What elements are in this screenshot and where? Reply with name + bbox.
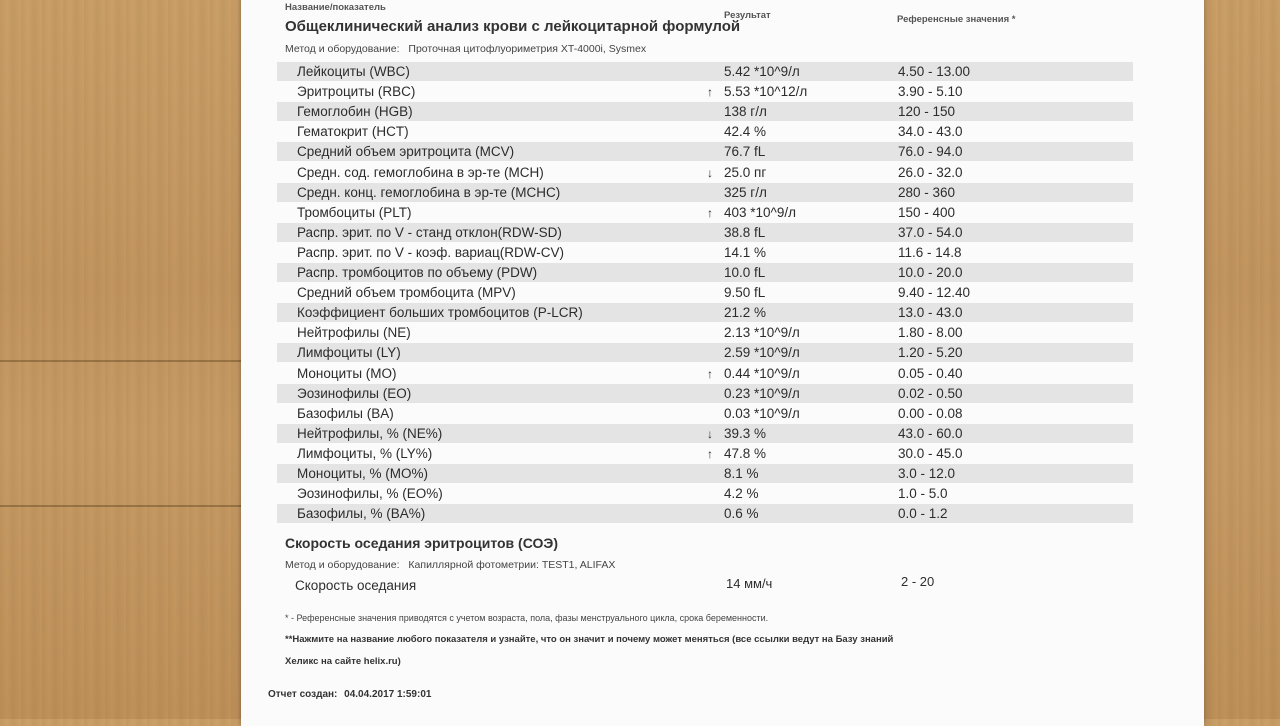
row-name[interactable]: Лимфоциты (LY) bbox=[297, 345, 401, 361]
table-row bbox=[277, 404, 1133, 423]
row-value: 47.8 % bbox=[724, 445, 767, 461]
row-reference: 11.6 - 14.8 bbox=[898, 244, 962, 260]
esr-row-value: 14 мм/ч bbox=[726, 576, 773, 591]
table-row bbox=[277, 183, 1133, 202]
report-created-label: Отчет создан: bbox=[268, 689, 338, 700]
section-title-esr: Скорость оседания эритроцитов (СОЭ) bbox=[285, 535, 558, 551]
row-value: 0.6 % bbox=[724, 506, 759, 522]
table-row bbox=[277, 203, 1133, 222]
table-row bbox=[277, 343, 1133, 362]
lab-report-sheet bbox=[241, 0, 1204, 726]
row-flag-arrow-icon: ↑ bbox=[707, 366, 713, 381]
row-value: 4.2 % bbox=[724, 486, 759, 502]
row-value: 8.1 % bbox=[724, 466, 759, 481]
table-row bbox=[277, 323, 1133, 342]
section-title-blood-test: Общеклинический анализ крови с лейкоцитарной формулой bbox=[285, 18, 741, 35]
report-created-value: 04.04.2017 1:59:01 bbox=[344, 689, 432, 700]
table-row bbox=[277, 62, 1133, 81]
row-name[interactable]: Базофилы (BA) bbox=[297, 405, 394, 421]
table-row bbox=[277, 82, 1133, 101]
row-reference: 4.50 - 13.00 bbox=[898, 64, 971, 79]
row-name[interactable]: Моноциты (MO) bbox=[297, 365, 397, 381]
table-row bbox=[277, 142, 1133, 161]
table-row bbox=[277, 444, 1133, 463]
row-value: 9.50 fL bbox=[724, 285, 766, 301]
esr-row-name[interactable]: Скорость оседания bbox=[295, 578, 417, 593]
table-row bbox=[277, 384, 1133, 403]
row-name[interactable]: Средний объем тромбоцита (MPV) bbox=[297, 285, 516, 301]
row-value: 403 *10^9/л bbox=[724, 204, 797, 220]
row-name[interactable]: Распр. тромбоцитов по объему (PDW) bbox=[297, 265, 538, 280]
row-reference: 1.0 - 5.0 bbox=[898, 486, 948, 502]
row-reference: 0.02 - 0.50 bbox=[898, 385, 963, 401]
row-name[interactable]: Лейкоциты (WBC) bbox=[297, 64, 410, 79]
report-created bbox=[268, 689, 431, 700]
esr-row-reference: 2 - 20 bbox=[901, 574, 935, 589]
row-flag-arrow-icon: ↑ bbox=[707, 85, 713, 100]
table-row bbox=[277, 504, 1133, 523]
esr-method-label: Метод и оборудование: bbox=[285, 559, 400, 571]
column-header-name: Название/показатель bbox=[285, 2, 386, 13]
method-label: Метод и оборудование: bbox=[285, 43, 400, 55]
row-name[interactable]: Базофилы, % (BA%) bbox=[297, 506, 426, 522]
row-name[interactable]: Тромбоциты (PLT) bbox=[297, 204, 412, 220]
footnote-reference: * - Референсные значения приводятся с учетом возраста, пола, фазы менструального цикла, срока беременности. bbox=[285, 613, 769, 623]
row-value: 0.03 *10^9/л bbox=[724, 405, 800, 421]
table-row bbox=[277, 464, 1133, 483]
row-reference: 9.40 - 12.40 bbox=[898, 285, 971, 301]
row-name[interactable]: Эозинофилы, % (EO%) bbox=[297, 486, 443, 502]
row-name[interactable]: Средн. сод. гемоглобина в эр-те (MCH) bbox=[297, 164, 544, 180]
method-line bbox=[285, 43, 646, 55]
row-reference: 37.0 - 54.0 bbox=[898, 224, 963, 240]
table-row bbox=[277, 484, 1133, 503]
row-value: 14.1 % bbox=[724, 244, 767, 260]
row-reference: 43.0 - 60.0 bbox=[898, 425, 963, 441]
row-value: 0.23 *10^9/л bbox=[724, 385, 800, 401]
row-reference: 30.0 - 45.0 bbox=[898, 445, 963, 461]
row-name[interactable]: Распр. эрит. по V - станд отклон(RDW-SD) bbox=[297, 224, 562, 240]
row-name[interactable]: Нейтрофилы, % (NE%) bbox=[297, 425, 443, 441]
row-reference: 3.90 - 5.10 bbox=[898, 84, 963, 100]
row-reference: 3.0 - 12.0 bbox=[898, 466, 956, 481]
row-flag-arrow-icon: ↓ bbox=[707, 165, 713, 180]
table-row bbox=[277, 263, 1133, 282]
row-value: 76.7 fL bbox=[724, 144, 766, 160]
method-value: Проточная цитофлуориметрия XT-4000i, Sysmex bbox=[408, 43, 647, 55]
row-value: 42.4 % bbox=[724, 124, 767, 140]
row-value: 5.53 *10^12/л bbox=[724, 84, 808, 100]
footnote-links-line1: **Нажмите на название любого показателя и узнайте, что он значит и почему может меняться (все ссылки ведут на Базу знаний bbox=[285, 634, 894, 645]
row-reference: 120 - 150 bbox=[898, 104, 956, 120]
row-flag-arrow-icon: ↑ bbox=[707, 205, 713, 220]
row-reference: 10.0 - 20.0 bbox=[898, 265, 963, 280]
row-reference: 1.20 - 5.20 bbox=[898, 345, 963, 361]
row-value: 138 г/л bbox=[724, 104, 767, 120]
row-name[interactable]: Эозинофилы (EO) bbox=[297, 385, 412, 401]
table-row bbox=[277, 122, 1133, 141]
row-value: 21.2 % bbox=[724, 305, 767, 321]
row-name[interactable]: Лимфоциты, % (LY%) bbox=[297, 445, 433, 461]
column-header-result: Результат bbox=[724, 10, 771, 21]
row-reference: 76.0 - 94.0 bbox=[898, 144, 963, 160]
table-row bbox=[277, 223, 1133, 242]
row-name[interactable]: Коэффициент больших тромбоцитов (P-LCR) bbox=[297, 305, 583, 321]
row-name[interactable]: Средн. конц. гемоглобина в эр-те (MCHC) bbox=[297, 184, 561, 200]
row-flag-arrow-icon: ↑ bbox=[707, 446, 713, 461]
row-value: 2.59 *10^9/л bbox=[724, 345, 800, 361]
table-row bbox=[277, 303, 1133, 322]
row-reference: 0.05 - 0.40 bbox=[898, 365, 963, 381]
row-reference: 1.80 - 8.00 bbox=[898, 325, 963, 341]
row-flag-arrow-icon: ↓ bbox=[707, 426, 713, 441]
row-reference: 0.0 - 1.2 bbox=[898, 506, 948, 522]
row-reference: 26.0 - 32.0 bbox=[898, 164, 963, 180]
row-value: 39.3 % bbox=[724, 425, 767, 441]
row-reference: 0.00 - 0.08 bbox=[898, 405, 963, 421]
row-value: 0.44 *10^9/л bbox=[724, 365, 800, 381]
row-name[interactable]: Распр. эрит. по V - коэф. вариац(RDW-CV) bbox=[297, 244, 564, 260]
table-row bbox=[277, 364, 1133, 383]
table-row bbox=[277, 163, 1133, 182]
row-reference: 34.0 - 43.0 bbox=[898, 124, 963, 140]
row-value: 5.42 *10^9/л bbox=[724, 64, 800, 79]
table-row bbox=[277, 102, 1133, 121]
row-name[interactable]: Нейтрофилы (NE) bbox=[297, 325, 411, 341]
row-name[interactable]: Эритроциты (RBC) bbox=[297, 84, 416, 100]
row-name[interactable]: Гематокрит (HCT) bbox=[297, 124, 409, 140]
row-name[interactable]: Средний объем эритроцита (MCV) bbox=[297, 144, 515, 160]
esr-method-line bbox=[285, 559, 615, 571]
row-reference: 13.0 - 43.0 bbox=[898, 305, 963, 321]
row-value: 325 г/л bbox=[724, 184, 767, 200]
row-reference: 150 - 400 bbox=[898, 204, 956, 220]
table-row bbox=[277, 283, 1133, 302]
row-value: 10.0 fL bbox=[724, 265, 766, 280]
row-name[interactable]: Моноциты, % (MO%) bbox=[297, 466, 429, 481]
row-value: 38.8 fL bbox=[724, 224, 766, 240]
row-reference: 280 - 360 bbox=[898, 184, 956, 200]
wood-seam bbox=[0, 505, 260, 507]
table-row bbox=[277, 243, 1133, 262]
row-value: 25.0 пг bbox=[724, 164, 767, 180]
esr-method-value: Капиллярной фотометрии: TEST1, ALIFAX bbox=[408, 559, 616, 571]
wood-seam bbox=[0, 360, 260, 362]
row-value: 2.13 *10^9/л bbox=[724, 325, 800, 341]
table-row bbox=[277, 424, 1133, 443]
column-header-reference: Референсные значения * bbox=[897, 14, 1016, 25]
row-name[interactable]: Гемоглобин (HGB) bbox=[297, 104, 413, 120]
footnote-links-line2: Хеликс на сайте helix.ru) bbox=[285, 656, 401, 667]
